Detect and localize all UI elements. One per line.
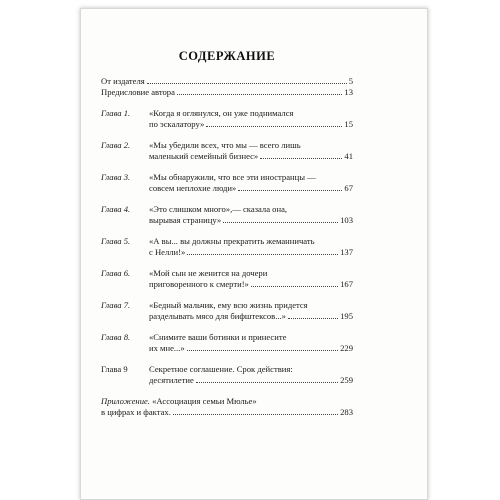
dot-leader bbox=[177, 94, 343, 95]
chapter-title-line1: «Когда я оглянулся, он уже поднимался bbox=[149, 108, 294, 118]
chapter-label: Глава 3. bbox=[101, 172, 131, 182]
chapter-title-line2: маленький семейный бизнес» bbox=[149, 151, 259, 161]
appendix-title-line1: «Ассоциация семьи Мюлье» bbox=[152, 396, 257, 406]
spacer bbox=[101, 162, 353, 172]
toc-page-number: 137 bbox=[340, 247, 353, 257]
chapter-title-line2: по эскалатору» bbox=[149, 119, 205, 129]
chapter-title bbox=[149, 364, 353, 386]
toc-block bbox=[101, 49, 353, 418]
chapter-label: Глава 7. bbox=[101, 300, 131, 310]
chapter-title-line2: приговоренного к смерти!» bbox=[149, 279, 249, 289]
toc-page-number: 13 bbox=[344, 87, 353, 97]
chapter-title-line2: с Нелли!» bbox=[149, 247, 186, 257]
chapter-title bbox=[149, 236, 353, 258]
toc-entry-chapter bbox=[101, 204, 353, 226]
chapter-title-line1: Секретное соглашение. Срок действия: bbox=[149, 364, 293, 374]
dot-leader bbox=[206, 126, 342, 127]
toc-page-number: 41 bbox=[344, 151, 353, 161]
toc-page-number: 15 bbox=[344, 119, 353, 129]
toc-entry-chapter bbox=[101, 332, 353, 354]
toc-entry-chapter bbox=[101, 236, 353, 258]
toc-page-number: 229 bbox=[340, 343, 353, 353]
toc-entry-preface bbox=[101, 87, 353, 98]
spacer bbox=[101, 258, 353, 268]
dot-leader bbox=[238, 190, 342, 191]
chapter-label: Глава 2. bbox=[101, 140, 131, 150]
toc-entry-chapter bbox=[101, 300, 353, 322]
toc-entry-chapter bbox=[101, 268, 353, 290]
dot-leader bbox=[223, 222, 338, 223]
toc-entry-chapter bbox=[101, 364, 353, 386]
chapter-title-line2: разделывать мясо для бифштексов...» bbox=[149, 311, 286, 321]
chapter-title-line1: «Снимите ваши ботинки и принесите bbox=[149, 332, 287, 342]
chapter-label: Глава 8. bbox=[101, 332, 131, 342]
book-page bbox=[80, 8, 428, 500]
dot-leader bbox=[288, 318, 338, 319]
toc-entry-text: Предисловие автора bbox=[101, 87, 175, 97]
toc-page-number: 103 bbox=[340, 215, 353, 225]
spacer bbox=[101, 354, 353, 364]
spacer bbox=[101, 386, 353, 396]
dot-leader bbox=[187, 254, 338, 255]
chapter-title bbox=[149, 300, 353, 322]
toc-entry-chapter bbox=[101, 108, 353, 130]
chapter-title bbox=[149, 204, 353, 226]
chapter-title-line2: совсем неплохие люди» bbox=[149, 183, 237, 193]
chapter-list bbox=[101, 108, 353, 396]
toc-page-number: 283 bbox=[340, 407, 353, 417]
chapter-title bbox=[149, 332, 353, 354]
chapter-title-line1: «А вы... вы должны прекратить жеманничать bbox=[149, 236, 315, 246]
dot-leader bbox=[147, 83, 347, 84]
table-of-contents bbox=[101, 76, 353, 418]
toc-page-number: 195 bbox=[340, 311, 353, 321]
chapter-title bbox=[149, 108, 353, 130]
chapter-label: Глава 6. bbox=[101, 268, 131, 278]
chapter-title bbox=[149, 268, 353, 290]
spacer bbox=[101, 290, 353, 300]
chapter-title bbox=[149, 172, 353, 194]
spacer bbox=[101, 226, 353, 236]
chapter-label: Глава 1. bbox=[101, 108, 131, 118]
toc-entry-appendix bbox=[101, 396, 353, 418]
toc-entry-chapter bbox=[101, 172, 353, 194]
page-title: СОДЕРЖАНИЕ bbox=[178, 49, 276, 63]
chapter-label: Глава 9 bbox=[101, 364, 128, 374]
toc-entry-publisher bbox=[101, 76, 353, 87]
toc-page-number: 167 bbox=[340, 279, 353, 289]
chapter-title bbox=[149, 140, 353, 162]
chapter-title-line2: их мне...» bbox=[149, 343, 185, 353]
toc-entry-chapter bbox=[101, 140, 353, 162]
chapter-label: Глава 5. bbox=[101, 236, 131, 246]
dot-leader bbox=[260, 158, 342, 159]
appendix-label: Приложение. bbox=[101, 396, 150, 406]
toc-page-number: 5 bbox=[348, 76, 353, 86]
dot-leader bbox=[196, 382, 338, 383]
appendix-title-line2: в цифрах и фактах. bbox=[101, 407, 171, 417]
chapter-title-line1: «Мой сын не женится на дочери bbox=[149, 268, 268, 278]
chapter-title-line1: «Это слишком много»,— сказала она, bbox=[149, 204, 288, 214]
toc-page-number: 67 bbox=[344, 183, 353, 193]
spacer bbox=[101, 130, 353, 140]
toc-entry-text: От издателя bbox=[101, 76, 145, 86]
chapter-title-line2: десятилетие bbox=[149, 375, 194, 385]
spacer bbox=[101, 322, 353, 332]
chapter-title-line1: «Мы убедили всех, что мы — всего лишь bbox=[149, 140, 301, 150]
chapter-title-line2: вырывая страницу» bbox=[149, 215, 222, 225]
chapter-title-line1: «Мы обнаружили, что все эти иностранцы — bbox=[149, 172, 316, 182]
spacer bbox=[101, 98, 353, 108]
spacer bbox=[101, 194, 353, 204]
chapter-title-line1: «Бедный мальчик, ему всю жизнь придется bbox=[149, 300, 308, 310]
dot-leader bbox=[251, 286, 338, 287]
dot-leader bbox=[187, 350, 338, 351]
dot-leader bbox=[173, 414, 338, 415]
toc-page-number: 259 bbox=[340, 375, 353, 385]
chapter-label: Глава 4. bbox=[101, 204, 131, 214]
